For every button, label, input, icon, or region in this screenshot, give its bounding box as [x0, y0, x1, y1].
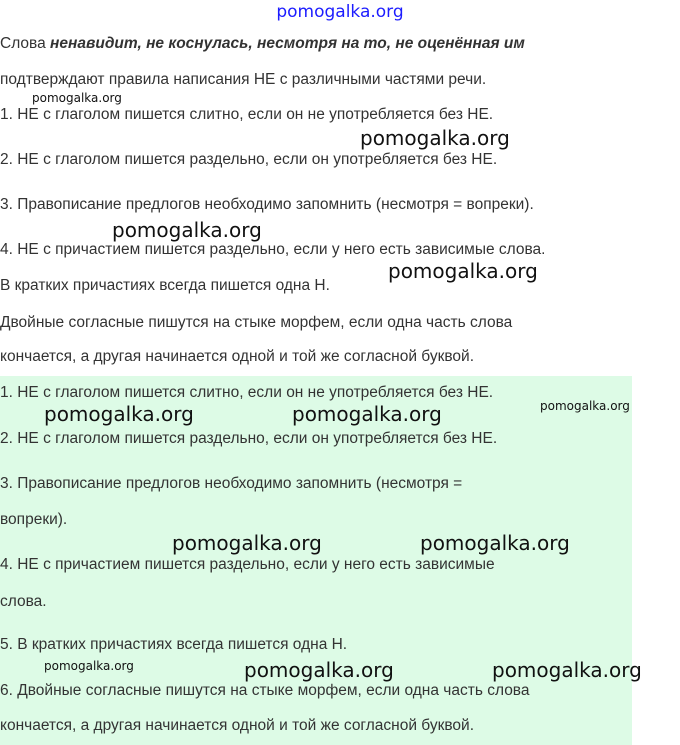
answer-line: 1. НЕ с глаголом пишется слитно, если он не употребляется без НЕ.: [0, 384, 494, 401]
watermark: pomogalka.org: [292, 402, 442, 426]
paragraph-line: Двойные согласные пишутся на стыке морфем, если одна часть слова: [0, 314, 513, 331]
paragraph-line: 4. НЕ с причастием пишется раздельно, если у него есть зависимые слова.: [0, 241, 546, 258]
watermark: pomogalka.org: [44, 402, 194, 426]
site-title[interactable]: pomogalka.org: [276, 2, 404, 22]
watermark: pomogalka.org: [388, 259, 538, 283]
watermark: pomogalka.org: [32, 91, 122, 105]
watermark: pomogalka.org: [492, 658, 642, 682]
paragraph-line: подтверждают правила написания НЕ с различными частями речи.: [0, 71, 487, 88]
watermark: pomogalka.org: [172, 531, 322, 555]
answer-line: 6. Двойные согласные пишутся на стыке морфем, если одна часть слова: [0, 682, 530, 699]
answer-line: 2. НЕ с глаголом пишется раздельно, если он употребляется без НЕ.: [0, 430, 498, 447]
paragraph-line: 3. Правописание предлогов необходимо запомнить (несмотря = вопреки).: [0, 196, 534, 213]
paragraph-line: 2. НЕ с глаголом пишется раздельно, если он употребляется без НЕ.: [0, 151, 498, 168]
answer-line: 5. В кратких причастиях всегда пишется одна Н.: [0, 636, 348, 653]
answer-line: 3. Правописание предлогов необходимо запомнить (несмотря =: [0, 475, 463, 492]
watermark: pomogalka.org: [244, 658, 394, 682]
watermark: pomogalka.org: [360, 126, 510, 150]
watermark: pomogalka.org: [44, 659, 134, 673]
answer-line: 4. НЕ с причастием пишется раздельно, если у него есть зависимые: [0, 556, 495, 573]
watermark: pomogalka.org: [540, 399, 630, 413]
intro-start: Слова: [0, 35, 51, 52]
paragraph-line: 1. НЕ с глаголом пишется слитно, если он не употребляется без НЕ.: [0, 106, 494, 123]
intro-line: [0, 34, 525, 54]
intro-words: ненавидит, не коснулась, несмотря на то, не оценённая им: [50, 35, 525, 52]
answer-line: вопреки).: [0, 511, 68, 528]
answer-line: кончается, а другая начинается одной и той же согласной буквой.: [0, 717, 475, 734]
paragraph-line: кончается, а другая начинается одной и той же согласной буквой.: [0, 348, 475, 365]
paragraph-line: В кратких причастиях всегда пишется одна Н.: [0, 277, 330, 294]
watermark: pomogalka.org: [420, 531, 570, 555]
watermark: pomogalka.org: [112, 218, 262, 242]
answer-line: слова.: [0, 593, 47, 610]
